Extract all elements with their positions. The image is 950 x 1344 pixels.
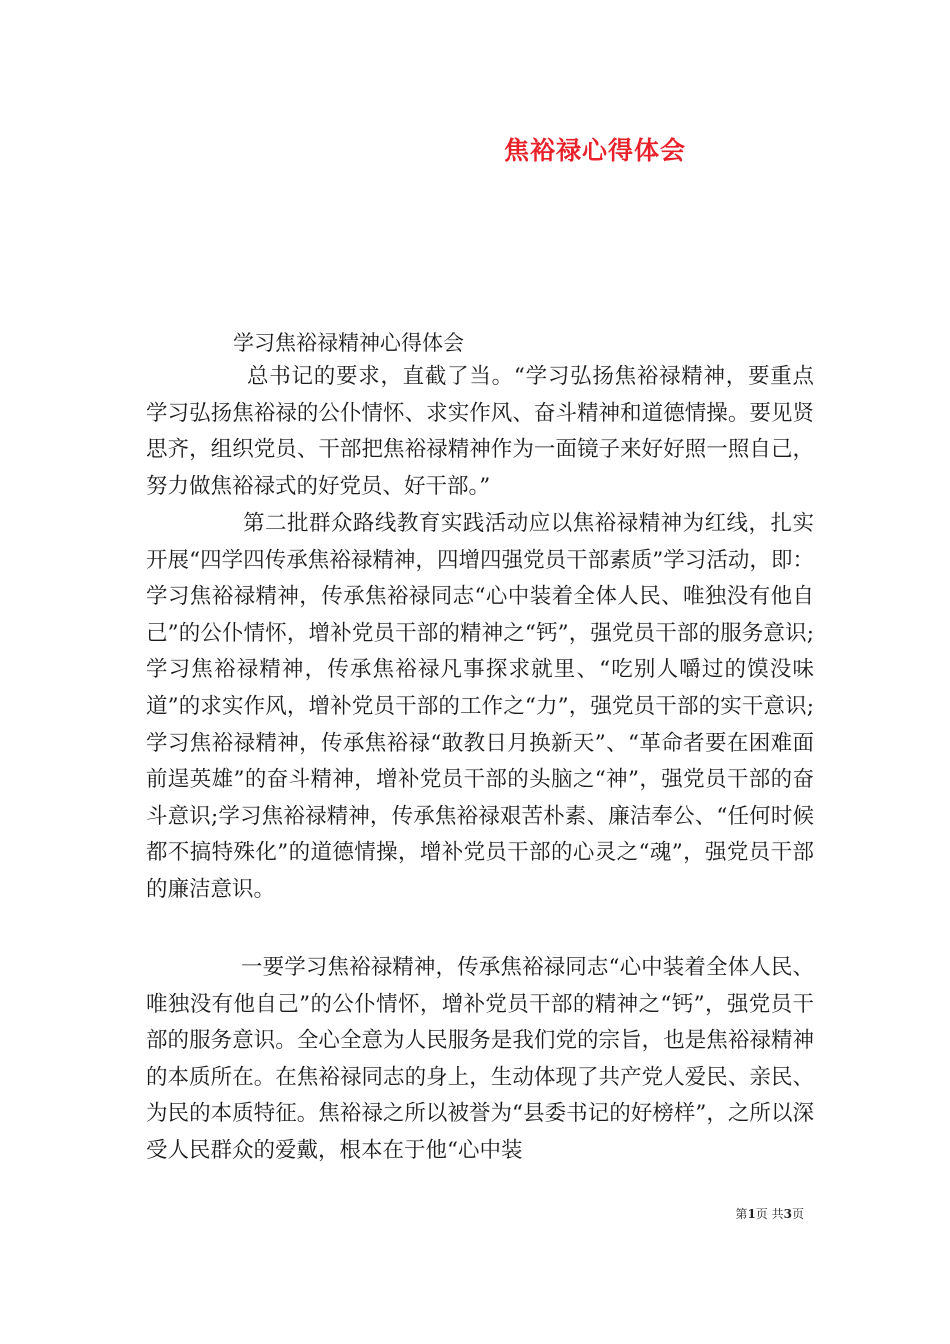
paragraph-3: 一要学习焦裕禄精神，传承焦裕禄同志“心中装着全体人民、唯独没有他自己”的公仆情怀，增补党员干部的精神之“钙”，强党员干部的服务意识。全心全意为人民服务是我们党的宗旨，也是焦裕禄精神的本质所在。在焦裕禄同志的身上，生动体现了共产党人爱民、亲民、为民的本质特征。焦裕禄之所以被誉为“县委书记的好榜样”，之所以深受人民群众的爱戴，根本在于他“心中装 bbox=[146, 955, 814, 1163]
total-page-count: 3 bbox=[783, 1207, 792, 1221]
footer-middle: 页 共 bbox=[755, 1207, 784, 1221]
paragraph-1: 总书记的要求，直截了当。“学习弘扬焦裕禄精神，要重点学习弘扬焦裕禄的公仆情怀、求实作风、奋斗精神和道德情操。要见贤思齐，组织党员、干部把焦裕禄精神作为一面镜子来好好照一照自己，努力做焦裕禄式的好党员、好干部。” bbox=[146, 364, 814, 499]
page-footer bbox=[0, 1205, 950, 1222]
footer-suffix: 页 bbox=[791, 1207, 804, 1221]
document-title: 焦裕禄心得体会 bbox=[503, 136, 686, 165]
paragraph-2: 第二批群众路线教育实践活动应以焦裕禄精神为红线，扎实开展“四学四传承焦裕禄精神，四增四强党员干部素质”学习活动，即：学习焦裕禄精神，传承焦裕禄同志“心中装着全体人民、唯独没有他自己”的公仆情怀，增补党员干部的精神之“钙”，强党员干部的服务意识;学习焦裕禄精神，传承焦裕禄凡事探求就里、“吃别人嚼过的馍没味道”的求实作风，增补党员干部的工作之“力”，强党员干部的实干意识;学习焦裕禄精神，传承焦裕禄“敢教日月换新天”、“革命者要在困难面前逞英雄”的奋斗精神，增补党员干部的头脑之“神”，强党员干部的奋斗意识;学习焦裕禄精神，传承焦裕禄艰苦朴素、廉洁奉公、“任何时候都不搞特殊化”的道德情操，增补党员干部的心灵之“魂”，强党员干部的廉洁意识。 bbox=[146, 511, 814, 902]
current-page-number: 1 bbox=[747, 1207, 756, 1221]
footer-prefix: 第 bbox=[735, 1207, 748, 1221]
subheading: 学习焦裕禄精神心得体会 bbox=[233, 331, 464, 355]
